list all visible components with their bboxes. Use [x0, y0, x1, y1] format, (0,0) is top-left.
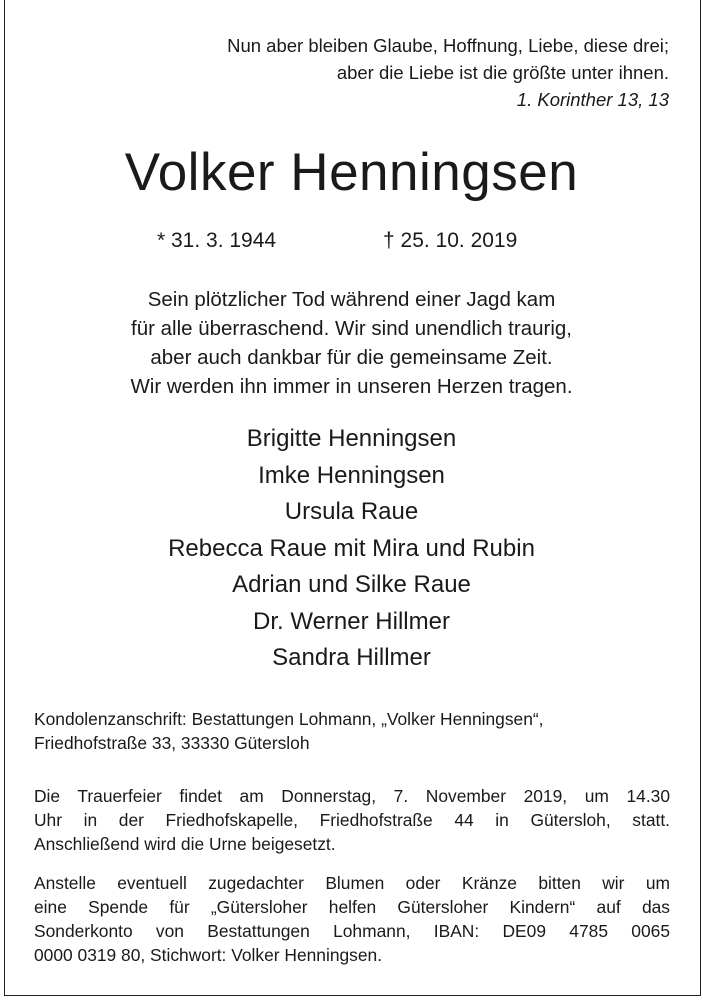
condolence-line-1: Kondolenzanschrift: Bestattungen Lohmann, „Volker Henningsen“, — [34, 709, 544, 729]
ceremony-info — [34, 784, 670, 856]
ceremony-line-1: Die Trauerfeier findet am Donnerstag, 7. November 2019, um 14.30 — [34, 786, 670, 806]
verse-line-1: Nun aber bleiben Glaube, Hoffnung, Liebe, diese drei; — [227, 35, 669, 56]
family-member: Brigitte Henningsen — [246, 425, 457, 452]
message-line: aber auch dankbar für die gemeinsame Zeit. — [150, 346, 553, 369]
family-member: Sandra Hillmer — [272, 644, 431, 671]
verse-reference: 1. Korinther 13, 13 — [516, 89, 669, 110]
donation-line-1: Anstelle eventuell zugedachter Blumen oder Kränze bitten wir um — [34, 873, 670, 893]
condolence-line-2: Friedhofstraße 33, 33330 Gütersloh — [34, 733, 310, 753]
donation-info — [34, 871, 670, 967]
birth-date: * 31. 3. 1944 — [157, 229, 277, 252]
family-member: Ursula Raue — [284, 498, 419, 525]
donation-line-2: eine Spende für „Gütersloher helfen Gütersloher Kindern“ auf das — [34, 897, 670, 917]
family-member: Imke Henningsen — [258, 461, 445, 489]
death-date: † 25. 10. 2019 — [383, 229, 518, 252]
message-line: Wir werden ihn immer in unseren Herzen tragen. — [130, 375, 573, 398]
message-line: für alle überraschend. Wir sind unendlich traurig, — [131, 317, 572, 340]
bible-verse — [29, 32, 669, 113]
ceremony-line-3: Anschließend wird die Urne beigesetzt. — [34, 834, 336, 854]
verse-line-2: aber die Liebe ist die größte unter ihnen. — [336, 62, 669, 83]
donation-line-3: Sonderkonto von Bestattungen Lohmann, IBAN: DE09 4785 0065 — [34, 921, 670, 941]
condolence-address — [34, 707, 670, 755]
memorial-message — [0, 285, 703, 401]
ceremony-line-2: Uhr in der Friedhofskapelle, Friedhofstraße 44 in Gütersloh, statt. — [34, 810, 670, 830]
deceased-name: Volker Henningsen — [124, 143, 579, 202]
family-member: Adrian und Silke Raue — [232, 571, 471, 598]
donation-line-4: 0000 0319 80, Stichwort: Volker Henningsen. — [34, 945, 383, 965]
message-line: Sein plötzlicher Tod während einer Jagd kam — [147, 288, 556, 311]
family-member: Rebecca Raue mit Mira und Rubin — [168, 534, 535, 562]
family-list — [0, 421, 703, 677]
family-member: Dr. Werner Hillmer — [253, 607, 450, 635]
